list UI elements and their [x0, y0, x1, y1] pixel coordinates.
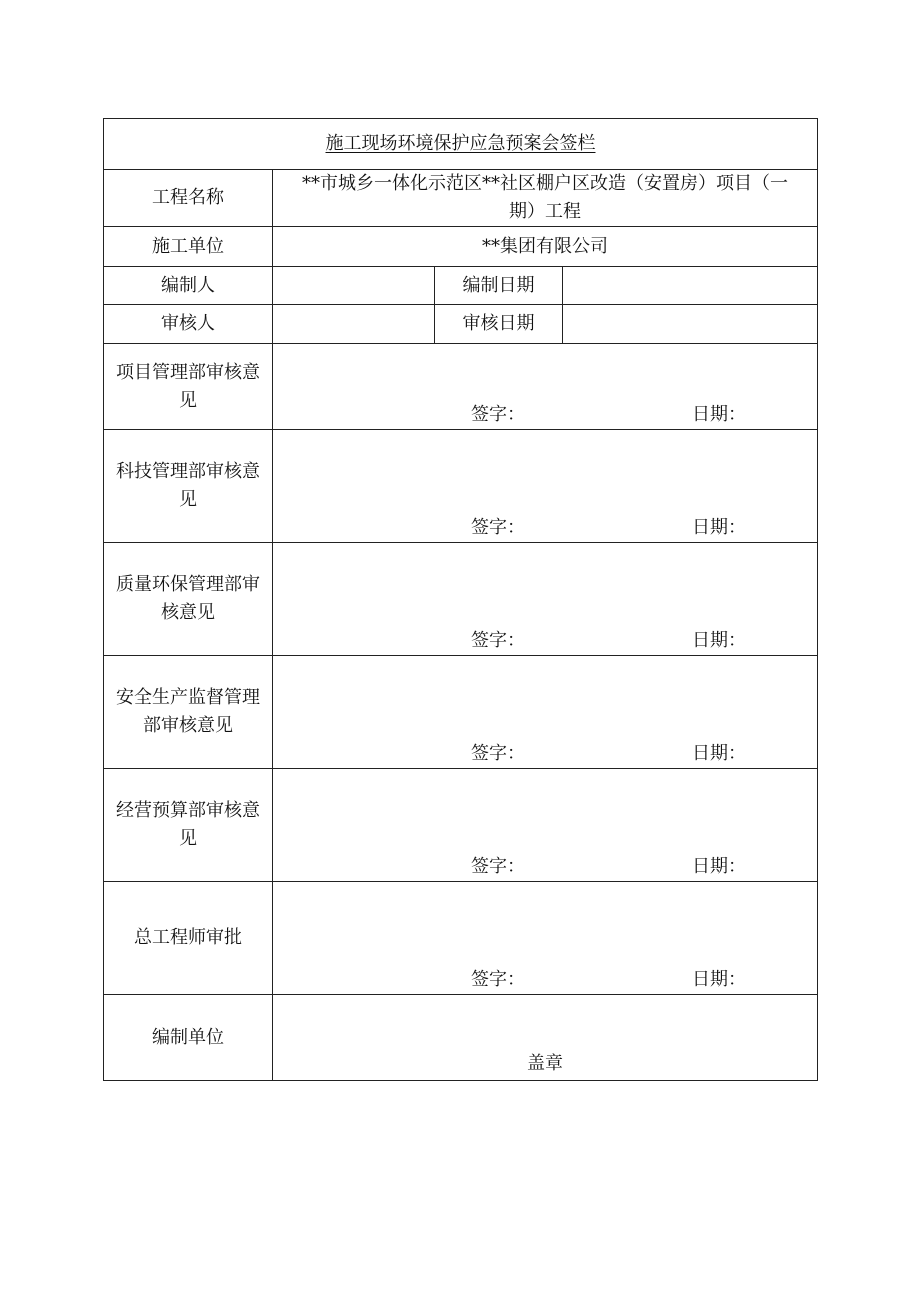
compile-date-value[interactable] [563, 267, 818, 305]
review-opinion-tech-mgmt[interactable] [273, 430, 818, 543]
sign-label: 签字： [471, 969, 525, 990]
sign-label: 签字： [471, 743, 525, 764]
review-label-tech-mgmt: 科技管理部审核意见 [104, 430, 273, 543]
project-name-label: 工程名称 [104, 170, 273, 227]
countersign-form [103, 118, 818, 1081]
sign-label: 签字： [471, 630, 525, 651]
review-label-budget: 经营预算部审核意见 [104, 769, 273, 882]
compile-date-label: 编制日期 [435, 267, 563, 305]
compiler-value[interactable] [273, 267, 435, 305]
date-label: 日期： [692, 743, 746, 764]
review-label-chief-engineer: 总工程师审批 [104, 882, 273, 995]
sign-label: 签字： [471, 856, 525, 877]
compile-unit-label: 编制单位 [104, 995, 273, 1081]
reviewer-value[interactable] [273, 305, 435, 344]
seal-label: 盖章 [527, 1053, 563, 1074]
review-opinion-safety[interactable] [273, 656, 818, 769]
review-opinion-project-mgmt[interactable] [273, 344, 818, 430]
sign-label: 签字： [471, 517, 525, 538]
review-date-value[interactable] [563, 305, 818, 344]
review-label-quality-env: 质量环保管理部审核意见 [104, 543, 273, 656]
date-label: 日期： [692, 404, 746, 425]
form-title-cell [104, 119, 818, 170]
date-label: 日期： [692, 630, 746, 651]
project-name-value: **市城乡一体化示范区**社区棚户区改造（安置房）项目（一期）工程 [273, 170, 818, 227]
date-label: 日期： [692, 856, 746, 877]
review-label-project-mgmt: 项目管理部审核意见 [104, 344, 273, 430]
date-label: 日期： [692, 969, 746, 990]
review-label-safety: 安全生产监督管理部审核意见 [104, 656, 273, 769]
form-title: 施工现场环境保护应急预案会签栏 [325, 133, 596, 155]
date-label: 日期： [692, 517, 746, 538]
review-opinion-budget[interactable] [273, 769, 818, 882]
sign-label: 签字： [471, 404, 525, 425]
reviewer-label: 审核人 [104, 305, 273, 344]
compiler-label: 编制人 [104, 267, 273, 305]
review-date-label: 审核日期 [435, 305, 563, 344]
compile-unit-seal-area[interactable] [273, 995, 818, 1081]
contractor-value: **集团有限公司 [273, 227, 818, 267]
review-opinion-quality-env[interactable] [273, 543, 818, 656]
contractor-label: 施工单位 [104, 227, 273, 267]
review-opinion-chief-engineer[interactable] [273, 882, 818, 995]
